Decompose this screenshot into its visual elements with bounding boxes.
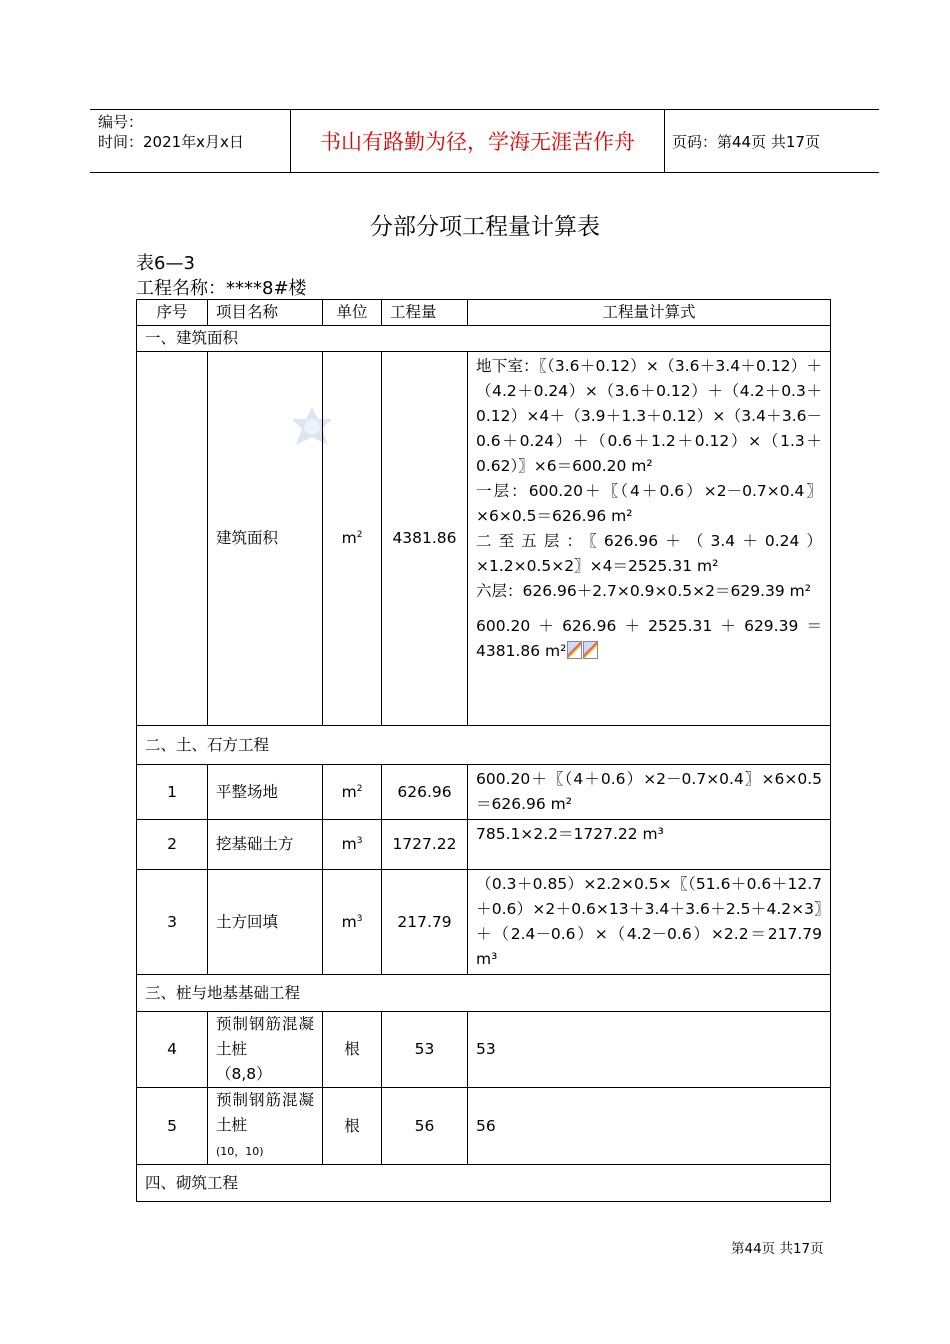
table-header-row bbox=[137, 300, 831, 326]
cell-unit: 根 bbox=[323, 1012, 382, 1088]
broken-image-icon bbox=[567, 641, 582, 659]
cell-name: 平整场地 bbox=[208, 765, 323, 820]
name-text: 预制钢筋混凝土桩 bbox=[216, 1015, 314, 1058]
unit-sup: 2 bbox=[356, 783, 363, 794]
cell-name: 土方回填 bbox=[208, 870, 323, 975]
cell-qty: 626.96 bbox=[382, 765, 468, 820]
project-name: 工程名称：****8#楼 bbox=[136, 278, 307, 299]
cell-calc: 56 bbox=[468, 1088, 831, 1165]
unit-sup: 3 bbox=[356, 835, 363, 846]
col-header-calc: 工程量计算式 bbox=[468, 300, 831, 326]
header-motto: 书山有路勤为径，学海无涯苦作舟 bbox=[290, 110, 665, 172]
section-title: 二、土、石方工程 bbox=[137, 726, 831, 765]
quantity-table bbox=[136, 299, 831, 1202]
calc-line: 六层：626.96＋2.7×0.9×0.5×2＝629.39 m² bbox=[476, 582, 811, 600]
document-header bbox=[90, 109, 879, 173]
cell-no: 3 bbox=[137, 870, 208, 975]
calc-line: 地下室：〖（3.6＋0.12）×（3.6＋3.4＋0.12）＋（4.2＋0.24）×（3.6＋0.12）＋（4.2＋0.3＋0.12）×4＋（3.9＋1.3＋0.12）×（3.4＋3.6－0.6＋0.24）＋（0.6＋1.2＋0.12）×（1.3＋0.62）〗×6＝600.20 m² bbox=[476, 357, 822, 475]
col-header-qty: 工程量 bbox=[382, 300, 468, 326]
cell-name: 挖基础土方 bbox=[208, 820, 323, 870]
cell-no: 2 bbox=[137, 820, 208, 870]
col-header-name: 项目名称 bbox=[208, 300, 323, 326]
cell-unit bbox=[323, 870, 382, 975]
section-title: 四、砌筑工程 bbox=[137, 1165, 831, 1202]
cell-name: 建筑面积 bbox=[208, 352, 323, 726]
table-row bbox=[137, 870, 831, 975]
cell-no bbox=[137, 352, 208, 726]
unit-sup: 3 bbox=[356, 913, 363, 924]
unit-text: m bbox=[341, 912, 357, 931]
name-text: 预制钢筋混凝土桩 bbox=[216, 1091, 314, 1134]
calc-line-total bbox=[476, 614, 822, 664]
page-footer: 第44页 共17页 bbox=[731, 1241, 824, 1257]
cell-unit bbox=[323, 352, 382, 726]
section-row bbox=[137, 326, 831, 352]
cell-unit bbox=[323, 820, 382, 870]
section-title: 三、桩与地基基础工程 bbox=[137, 975, 831, 1012]
cell-qty: 53 bbox=[382, 1012, 468, 1088]
cell-calc: （0.3＋0.85）×2.2×0.5×〖（51.6＋0.6＋12.7＋0.6）×2＋0.6×13＋3.4＋3.6＋2.5＋4.2×3〗＋（2.4－0.6）×（4.2－0.6）×2.2＝217.79 m³ bbox=[468, 870, 831, 975]
calc-line: 一层：600.20＋〖（4＋0.6）×2－0.7×0.4〗×6×0.5＝626.96 m² bbox=[476, 482, 822, 525]
calc-line: 二至五层：〖626.96＋（3.4＋0.24）×1.2×0.5×2〗×4＝2525.31 m² bbox=[476, 532, 822, 575]
table-row bbox=[137, 1012, 831, 1088]
cell-qty: 217.79 bbox=[382, 870, 468, 975]
cell-name bbox=[208, 1088, 323, 1165]
unit-sup: 2 bbox=[356, 529, 363, 540]
cell-unit bbox=[323, 765, 382, 820]
section-row bbox=[137, 1165, 831, 1202]
header-page-info: 页码：第44页 共17页 bbox=[672, 132, 820, 151]
calc-total-text: 600.20＋626.96＋2525.31＋629.39＝4381.86 m² bbox=[476, 617, 822, 660]
cell-calc: 600.20＋〖（4＋0.6）×2－0.7×0.4〗×6×0.5＝626.96 m² bbox=[468, 765, 831, 820]
section-row bbox=[137, 726, 831, 765]
cell-calc: 53 bbox=[468, 1012, 831, 1088]
table-row bbox=[137, 820, 831, 870]
spec-text: (10，10) bbox=[216, 1145, 264, 1158]
cell-qty: 1727.22 bbox=[382, 820, 468, 870]
unit-text: m bbox=[341, 782, 357, 801]
number-label: 编号： bbox=[98, 113, 144, 131]
col-header-no: 序号 bbox=[137, 300, 208, 326]
cell-qty: 4381.86 bbox=[382, 352, 468, 726]
time-label: 时间：2021年x月x日 bbox=[98, 133, 244, 151]
table-number: 表6—3 bbox=[136, 253, 195, 274]
cell-no: 5 bbox=[137, 1088, 208, 1165]
cell-unit: 根 bbox=[323, 1088, 382, 1165]
cell-name bbox=[208, 1012, 323, 1088]
page-title: 分部分项工程量计算表 bbox=[370, 214, 600, 240]
table-row bbox=[137, 765, 831, 820]
spec-text: （8,8） bbox=[216, 1065, 272, 1083]
unit-text: m bbox=[341, 835, 357, 853]
cell-calc: 785.1×2.2＝1727.22 m³ bbox=[468, 820, 831, 870]
cell-no: 4 bbox=[137, 1012, 208, 1088]
unit-text: m bbox=[341, 529, 357, 547]
broken-image-icon bbox=[583, 641, 598, 659]
col-header-unit: 单位 bbox=[323, 300, 382, 326]
section-title: 一、建筑面积 bbox=[137, 326, 831, 352]
header-meta bbox=[98, 112, 244, 152]
table-row bbox=[137, 1088, 831, 1165]
section-row bbox=[137, 975, 831, 1012]
table-row bbox=[137, 352, 831, 726]
cell-calc bbox=[468, 352, 831, 726]
cell-no: 1 bbox=[137, 765, 208, 820]
cell-qty: 56 bbox=[382, 1088, 468, 1165]
